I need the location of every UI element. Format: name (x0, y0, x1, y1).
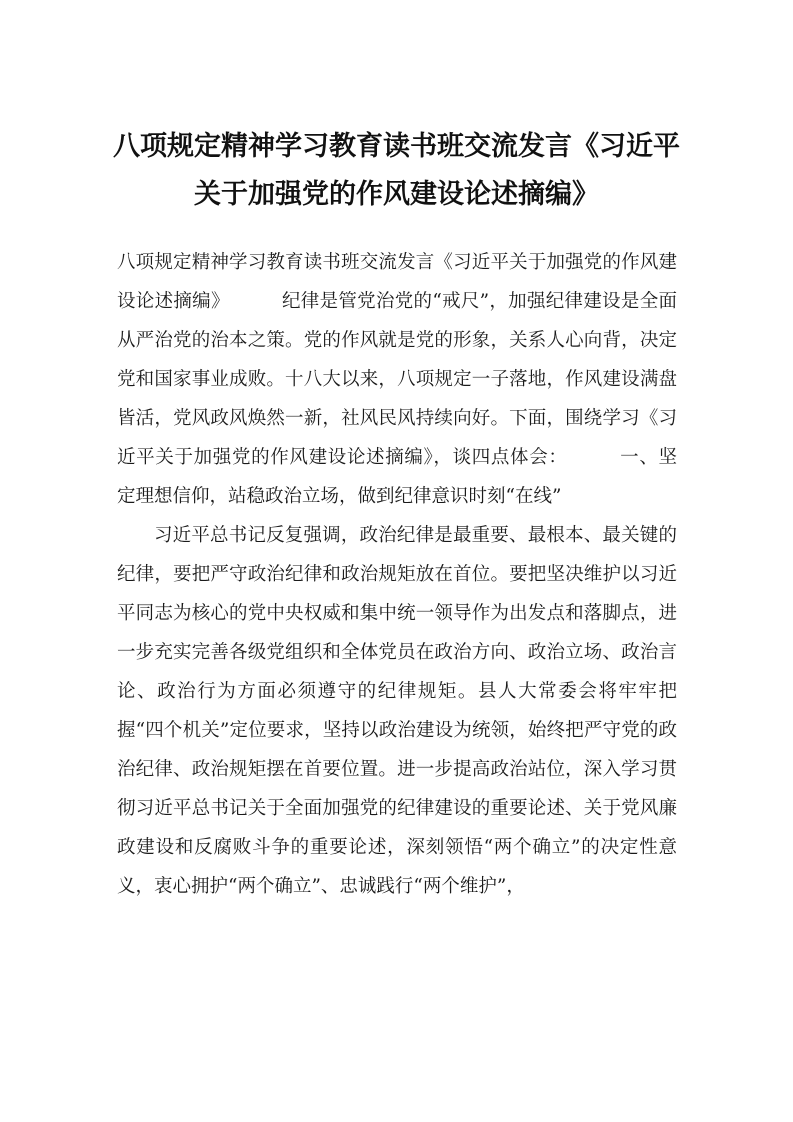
document-title: 八项规定精神学习教育读书班交流发言《习近平关于加强党的作风建设论述摘编》 (113, 131, 680, 210)
document-body (117, 243, 677, 906)
intro-part-2: 纪律是管党治党的“戒尺”，加强纪律建设是全面从严治党的治本之策。党的作风就是党的形象，关系人心向背，决定党和国家事业成败。十八大以来，八项规定一子落地，作风建设满盘皆活，党风政风焕然一新，社风民风持续向好。下面，围绕学习《习近平关于加强党的作风建设论述摘编》，谈四点体会： (117, 291, 677, 468)
body-paragraph-2: 习近平总书记反复强调，政治纪律是最重要、最根本、最关键的纪律，要把严守政治纪律和政治规矩放在首位。要把坚决维护以习近平同志为核心的党中央权威和集中统一领导作为出发点和落脚点，进一步充实完善各级党组织和全体党员在政治方向、政治立场、政治言论、政治行为方面必须遵守的纪律规矩。县人大常委会将牢牢把握“四个机关”定位要求，坚持以政治建设为统领，始终把严守党的政治纪律、政治规矩摆在首要位置。进一步提高政治站位，深入学习贯彻习近平总书记关于全面加强党的纪律建设的重要论述、关于党风廉政建设和反腐败斗争的重要论述，深刻领悟“两个确立”的决定性意义，衷心拥护“两个确立”、忠诚践行“两个维护”， (117, 525, 677, 897)
intro-part-1: 八项规定精神学习教育读书班交流发言《习近平关于加强党的作风建设论述摘编》 (117, 252, 677, 312)
section-heading-1: 一、坚定理想信仰，站稳政治立场，做到纪律意识时刻“在线” (117, 447, 677, 507)
intro-paragraph (117, 243, 677, 516)
